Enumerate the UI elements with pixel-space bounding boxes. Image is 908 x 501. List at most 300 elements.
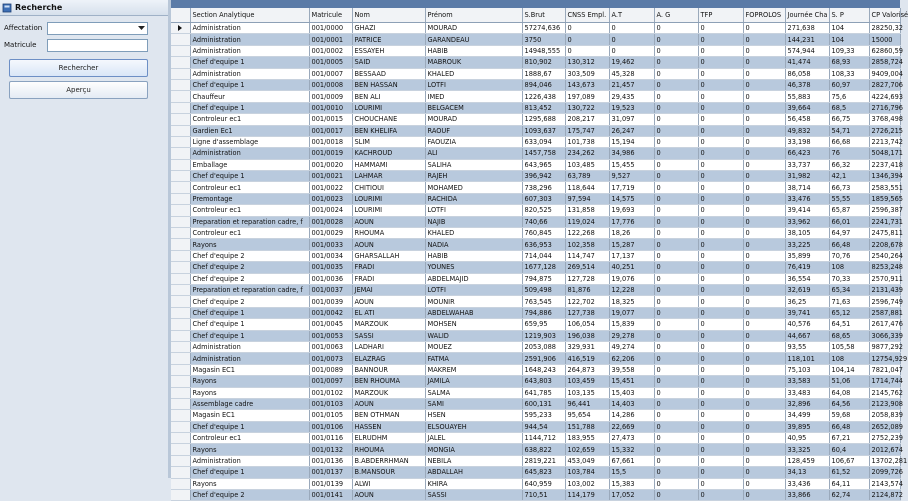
table-cell[interactable]: 0: [654, 467, 698, 478]
table-cell[interactable]: 51,06: [829, 376, 869, 387]
table-cell[interactable]: 001/0116: [309, 433, 352, 444]
table-cell[interactable]: 0: [698, 330, 743, 341]
table-cell[interactable]: 15,5: [609, 467, 654, 478]
table-cell[interactable]: 1219,903: [522, 330, 565, 341]
table-cell[interactable]: AOUN: [352, 239, 425, 250]
table-cell[interactable]: RAJEH: [425, 171, 522, 182]
row-indicator[interactable]: [171, 410, 190, 421]
table-row[interactable]: [171, 307, 900, 318]
table-cell[interactable]: BELGACEM: [425, 102, 522, 113]
table-cell[interactable]: 1295,688: [522, 114, 565, 125]
table-cell[interactable]: 31,982: [785, 171, 829, 182]
table-cell[interactable]: ELAZRAG: [352, 353, 425, 364]
table-cell[interactable]: 0: [698, 45, 743, 56]
row-indicator[interactable]: [171, 125, 190, 136]
table-cell[interactable]: RHOUMA: [352, 444, 425, 455]
table-cell[interactable]: 9409,004: [869, 68, 900, 79]
table-cell[interactable]: 1859,565: [869, 193, 900, 204]
table-cell[interactable]: 820,525: [522, 205, 565, 216]
table-cell[interactable]: 196,038: [565, 330, 609, 341]
table-cell[interactable]: 001/0089: [309, 364, 352, 375]
table-cell[interactable]: 66,423: [785, 148, 829, 159]
table-cell[interactable]: 34,986: [609, 148, 654, 159]
table-row[interactable]: [171, 91, 900, 102]
table-row[interactable]: [171, 284, 900, 295]
table-cell[interactable]: IMED: [425, 91, 522, 102]
table-cell[interactable]: 2099,726: [869, 467, 900, 478]
table-cell[interactable]: Administration: [190, 341, 309, 352]
table-cell[interactable]: 640,959: [522, 478, 565, 489]
row-indicator[interactable]: [171, 364, 190, 375]
table-cell[interactable]: 001/0020: [309, 159, 352, 170]
table-cell[interactable]: 0: [698, 23, 743, 34]
table-cell[interactable]: 17,719: [609, 182, 654, 193]
table-cell[interactable]: Chef d'equipe 1: [190, 102, 309, 113]
table-cell[interactable]: 0: [654, 182, 698, 193]
table-cell[interactable]: 40,576: [785, 319, 829, 330]
table-cell[interactable]: 68,65: [829, 330, 869, 341]
table-cell[interactable]: YOUNES: [425, 262, 522, 273]
table-cell[interactable]: 26,247: [609, 125, 654, 136]
table-cell[interactable]: 39,664: [785, 102, 829, 113]
table-cell[interactable]: 93,55: [785, 341, 829, 352]
table-cell[interactable]: 0: [654, 114, 698, 125]
table-cell[interactable]: 0: [654, 136, 698, 147]
row-indicator[interactable]: [171, 478, 190, 489]
table-cell[interactable]: Chef d'equipe 1: [190, 171, 309, 182]
table-cell[interactable]: Administration: [190, 68, 309, 79]
table-cell[interactable]: 0: [743, 171, 785, 182]
table-cell[interactable]: MARZOUK: [352, 319, 425, 330]
table-cell[interactable]: 0: [698, 182, 743, 193]
column-header[interactable]: Prénom: [425, 8, 522, 23]
table-cell[interactable]: Controleur ec1: [190, 182, 309, 193]
table-cell[interactable]: 19,462: [609, 57, 654, 68]
table-cell[interactable]: AOUN: [352, 398, 425, 409]
table-cell[interactable]: 813,452: [522, 102, 565, 113]
table-cell[interactable]: Rayons: [190, 239, 309, 250]
row-indicator[interactable]: [171, 171, 190, 182]
table-cell[interactable]: 641,785: [522, 387, 565, 398]
table-cell[interactable]: 33,737: [785, 159, 829, 170]
table-cell[interactable]: 39,741: [785, 307, 829, 318]
table-cell[interactable]: MAKREM: [425, 364, 522, 375]
table-cell[interactable]: 0: [654, 353, 698, 364]
table-cell[interactable]: 105,58: [829, 341, 869, 352]
table-cell[interactable]: 103,784: [565, 467, 609, 478]
table-cell[interactable]: 0: [609, 23, 654, 34]
table-cell[interactable]: 75,103: [785, 364, 829, 375]
table-cell[interactable]: JEMAI: [352, 284, 425, 295]
table-cell[interactable]: 0: [698, 57, 743, 68]
table-cell[interactable]: 12,228: [609, 284, 654, 295]
table-cell[interactable]: 001/0137: [309, 467, 352, 478]
table-row[interactable]: [171, 319, 900, 330]
table-cell[interactable]: 0: [698, 250, 743, 261]
table-cell[interactable]: 41,474: [785, 57, 829, 68]
table-cell[interactable]: 2124,872: [869, 490, 900, 501]
row-indicator[interactable]: [171, 182, 190, 193]
table-cell[interactable]: 001/0021: [309, 171, 352, 182]
table-cell[interactable]: 62,74: [829, 490, 869, 501]
table-cell[interactable]: 001/0039: [309, 296, 352, 307]
table-cell[interactable]: 509,498: [522, 284, 565, 295]
table-cell[interactable]: 1226,438: [522, 91, 565, 102]
table-cell[interactable]: HABIB: [425, 45, 522, 56]
table-cell[interactable]: 2123,908: [869, 398, 900, 409]
table-cell[interactable]: 264,873: [565, 364, 609, 375]
table-cell[interactable]: 33,325: [785, 444, 829, 455]
table-cell[interactable]: 607,303: [522, 193, 565, 204]
table-cell[interactable]: FAOUZIA: [425, 136, 522, 147]
table-cell[interactable]: 0: [743, 478, 785, 489]
table-cell[interactable]: 127,738: [565, 307, 609, 318]
table-cell[interactable]: 740,66: [522, 216, 565, 227]
table-row[interactable]: [171, 341, 900, 352]
table-cell[interactable]: 0: [654, 57, 698, 68]
table-cell[interactable]: 0: [609, 45, 654, 56]
table-cell[interactable]: 0: [743, 228, 785, 239]
table-cell[interactable]: 001/0034: [309, 250, 352, 261]
table-cell[interactable]: 0: [654, 45, 698, 56]
table-row[interactable]: [171, 23, 900, 34]
row-indicator[interactable]: [171, 250, 190, 261]
table-row[interactable]: [171, 467, 900, 478]
table-row[interactable]: [171, 159, 900, 170]
table-row[interactable]: [171, 125, 900, 136]
table-cell[interactable]: MABROUK: [425, 57, 522, 68]
row-indicator[interactable]: [171, 193, 190, 204]
table-cell[interactable]: 0: [654, 216, 698, 227]
table-cell[interactable]: 0: [743, 193, 785, 204]
table-cell[interactable]: Assemblage cadre: [190, 398, 309, 409]
table-cell[interactable]: 0: [743, 136, 785, 147]
table-cell[interactable]: Ligne d'assemblage: [190, 136, 309, 147]
table-cell[interactable]: 0: [654, 205, 698, 216]
table-cell[interactable]: Administration: [190, 45, 309, 56]
table-cell[interactable]: KHALED: [425, 228, 522, 239]
table-row[interactable]: [171, 410, 900, 421]
table-cell[interactable]: 0: [698, 262, 743, 273]
table-cell[interactable]: 33,436: [785, 478, 829, 489]
table-cell[interactable]: 14,286: [609, 410, 654, 421]
row-indicator[interactable]: [171, 57, 190, 68]
table-row[interactable]: [171, 421, 900, 432]
table-cell[interactable]: 106,054: [565, 319, 609, 330]
column-header[interactable]: Section Analytique: [190, 8, 309, 23]
table-cell[interactable]: 143,673: [565, 79, 609, 90]
table-cell[interactable]: 0: [743, 444, 785, 455]
table-cell[interactable]: 001/0017: [309, 125, 352, 136]
table-cell[interactable]: 001/0015: [309, 114, 352, 125]
table-cell[interactable]: Preparation et reparation cadre, f: [190, 216, 309, 227]
table-row[interactable]: [171, 364, 900, 375]
row-indicator[interactable]: [171, 239, 190, 250]
table-cell[interactable]: 103,485: [565, 159, 609, 170]
table-cell[interactable]: 2617,476: [869, 319, 900, 330]
table-row[interactable]: [171, 79, 900, 90]
table-row[interactable]: [171, 216, 900, 227]
row-indicator[interactable]: [171, 444, 190, 455]
table-cell[interactable]: 49,832: [785, 125, 829, 136]
table-cell[interactable]: 39,895: [785, 421, 829, 432]
column-header[interactable]: A.T: [609, 8, 654, 23]
table-cell[interactable]: 65,12: [829, 307, 869, 318]
table-cell[interactable]: BESSAAD: [352, 68, 425, 79]
table-cell[interactable]: 595,233: [522, 410, 565, 421]
table-cell[interactable]: 2716,796: [869, 102, 900, 113]
column-header[interactable]: CP Valorisé: [869, 8, 900, 23]
table-cell[interactable]: 643,803: [522, 376, 565, 387]
column-header[interactable]: Nom: [352, 8, 425, 23]
table-cell[interactable]: 0: [743, 182, 785, 193]
table-cell[interactable]: 453,049: [565, 455, 609, 466]
table-cell[interactable]: 0: [565, 23, 609, 34]
table-cell[interactable]: 86,058: [785, 68, 829, 79]
table-cell[interactable]: 15,332: [609, 444, 654, 455]
table-cell[interactable]: 234,262: [565, 148, 609, 159]
table-cell[interactable]: 34,499: [785, 410, 829, 421]
table-cell[interactable]: 0: [698, 239, 743, 250]
table-row[interactable]: [171, 273, 900, 284]
matricule-input[interactable]: [47, 39, 148, 52]
table-row[interactable]: [171, 193, 900, 204]
table-cell[interactable]: RACHIDA: [425, 193, 522, 204]
table-cell[interactable]: 0: [743, 216, 785, 227]
table-cell[interactable]: AOUN: [352, 490, 425, 501]
row-indicator[interactable]: [171, 91, 190, 102]
table-cell[interactable]: LADHARI: [352, 341, 425, 352]
table-cell[interactable]: 64,11: [829, 478, 869, 489]
table-cell[interactable]: 62,206: [609, 353, 654, 364]
table-cell[interactable]: ALI: [425, 148, 522, 159]
table-cell[interactable]: 001/0019: [309, 148, 352, 159]
table-cell[interactable]: MONGIA: [425, 444, 522, 455]
table-cell[interactable]: 63,789: [565, 171, 609, 182]
table-cell[interactable]: 1888,67: [522, 68, 565, 79]
table-cell[interactable]: 001/0036: [309, 273, 352, 284]
row-indicator[interactable]: [171, 398, 190, 409]
table-cell[interactable]: 2237,418: [869, 159, 900, 170]
table-cell[interactable]: 119,024: [565, 216, 609, 227]
table-cell[interactable]: 001/0106: [309, 421, 352, 432]
table-cell[interactable]: RHOUMA: [352, 228, 425, 239]
table-row[interactable]: [171, 262, 900, 273]
table-cell[interactable]: 0: [654, 148, 698, 159]
table-cell[interactable]: 001/0042: [309, 307, 352, 318]
table-cell[interactable]: 0: [654, 262, 698, 273]
table-cell[interactable]: 2475,811: [869, 228, 900, 239]
table-cell[interactable]: NEBILA: [425, 455, 522, 466]
table-cell[interactable]: 0: [698, 34, 743, 45]
table-cell[interactable]: 0: [743, 319, 785, 330]
table-cell[interactable]: 0: [743, 341, 785, 352]
table-cell[interactable]: 0: [743, 433, 785, 444]
table-cell[interactable]: 894,046: [522, 79, 565, 90]
table-cell[interactable]: 0: [654, 478, 698, 489]
table-cell[interactable]: 0: [654, 159, 698, 170]
table-cell[interactable]: 13702,281: [869, 455, 900, 466]
row-indicator[interactable]: [171, 296, 190, 307]
table-cell[interactable]: 0: [654, 341, 698, 352]
row-indicator[interactable]: [171, 23, 190, 34]
table-cell[interactable]: 574,944: [785, 45, 829, 56]
table-cell[interactable]: SASSI: [352, 330, 425, 341]
table-cell[interactable]: 14948,555: [522, 45, 565, 56]
table-cell[interactable]: 2570,911: [869, 273, 900, 284]
table-cell[interactable]: Chef d'equipe 2: [190, 296, 309, 307]
table-cell[interactable]: 71,63: [829, 296, 869, 307]
table-cell[interactable]: 760,845: [522, 228, 565, 239]
table-cell[interactable]: 633,094: [522, 136, 565, 147]
table-cell[interactable]: FRADI: [352, 273, 425, 284]
table-cell[interactable]: 0: [654, 296, 698, 307]
table-cell[interactable]: SALMA: [425, 387, 522, 398]
row-indicator[interactable]: [171, 136, 190, 147]
chevron-down-icon[interactable]: [136, 23, 147, 34]
table-cell[interactable]: SAMI: [425, 398, 522, 409]
table-cell[interactable]: 2819,221: [522, 455, 565, 466]
table-cell[interactable]: 2858,724: [869, 57, 900, 68]
table-cell[interactable]: 645,823: [522, 467, 565, 478]
table-cell[interactable]: 2012,674: [869, 444, 900, 455]
table-cell[interactable]: 64,08: [829, 387, 869, 398]
table-row[interactable]: [171, 478, 900, 489]
table-cell[interactable]: 103,002: [565, 478, 609, 489]
table-cell[interactable]: 1457,758: [522, 148, 565, 159]
table-cell[interactable]: 2131,439: [869, 284, 900, 295]
table-row[interactable]: [171, 136, 900, 147]
table-cell[interactable]: 0: [743, 307, 785, 318]
table-cell[interactable]: 0: [698, 296, 743, 307]
table-cell[interactable]: 0: [698, 421, 743, 432]
table-cell[interactable]: 33,198: [785, 136, 829, 147]
table-cell[interactable]: 269,514: [565, 262, 609, 273]
table-cell[interactable]: EL ATI: [352, 307, 425, 318]
table-cell[interactable]: 61,52: [829, 467, 869, 478]
table-cell[interactable]: GHAZI: [352, 23, 425, 34]
table-cell[interactable]: KHIRA: [425, 478, 522, 489]
table-cell[interactable]: MOHSEN: [425, 319, 522, 330]
affectation-select[interactable]: [47, 22, 148, 35]
table-cell[interactable]: 0: [698, 376, 743, 387]
table-cell[interactable]: 0: [654, 330, 698, 341]
table-cell[interactable]: 197,089: [565, 91, 609, 102]
table-cell[interactable]: 45,328: [609, 68, 654, 79]
table-cell[interactable]: 001/0053: [309, 330, 352, 341]
table-cell[interactable]: Administration: [190, 34, 309, 45]
table-cell[interactable]: LOURIMI: [352, 193, 425, 204]
table-cell[interactable]: BEN OTHMAN: [352, 410, 425, 421]
table-row[interactable]: [171, 444, 900, 455]
table-cell[interactable]: 18,26: [609, 228, 654, 239]
table-cell[interactable]: 66,48: [829, 421, 869, 432]
table-cell[interactable]: 70,76: [829, 250, 869, 261]
table-cell[interactable]: 33,866: [785, 490, 829, 501]
table-cell[interactable]: 2058,839: [869, 410, 900, 421]
table-cell[interactable]: Controleur ec1: [190, 205, 309, 216]
table-cell[interactable]: 35,899: [785, 250, 829, 261]
table-cell[interactable]: GHARSALLAH: [352, 250, 425, 261]
row-indicator[interactable]: [171, 148, 190, 159]
table-cell[interactable]: Administration: [190, 353, 309, 364]
table-cell[interactable]: 001/0073: [309, 353, 352, 364]
table-cell[interactable]: 122,702: [565, 296, 609, 307]
table-cell[interactable]: 49,274: [609, 341, 654, 352]
table-cell[interactable]: 104,14: [829, 364, 869, 375]
table-cell[interactable]: Chef d'equipe 1: [190, 79, 309, 90]
table-cell[interactable]: MOURAD: [425, 114, 522, 125]
table-cell[interactable]: 638,822: [522, 444, 565, 455]
table-cell[interactable]: 0: [743, 79, 785, 90]
table-cell[interactable]: 0: [743, 239, 785, 250]
table-row[interactable]: [171, 102, 900, 113]
table-cell[interactable]: 54,71: [829, 125, 869, 136]
table-cell[interactable]: 0: [743, 205, 785, 216]
table-cell[interactable]: 33,483: [785, 387, 829, 398]
column-header[interactable]: A. G: [654, 8, 698, 23]
table-cell[interactable]: Rayons: [190, 478, 309, 489]
table-cell[interactable]: Chef d'equipe 1: [190, 330, 309, 341]
table-cell[interactable]: 0: [698, 387, 743, 398]
preview-button[interactable]: [9, 81, 148, 99]
table-cell[interactable]: 15,383: [609, 478, 654, 489]
table-cell[interactable]: Chef d'equipe 2: [190, 250, 309, 261]
table-cell[interactable]: 2652,089: [869, 421, 900, 432]
table-cell[interactable]: 66,68: [829, 136, 869, 147]
table-cell[interactable]: Administration: [190, 455, 309, 466]
table-cell[interactable]: 2591,906: [522, 353, 565, 364]
table-cell[interactable]: 19,077: [609, 307, 654, 318]
table-cell[interactable]: 60,97: [829, 79, 869, 90]
table-cell[interactable]: 106,67: [829, 455, 869, 466]
table-cell[interactable]: 0: [743, 45, 785, 56]
table-cell[interactable]: 65,34: [829, 284, 869, 295]
table-row[interactable]: [171, 296, 900, 307]
table-cell[interactable]: 3066,339: [869, 330, 900, 341]
table-row[interactable]: [171, 455, 900, 466]
table-cell[interactable]: 714,044: [522, 250, 565, 261]
table-cell[interactable]: 19,693: [609, 205, 654, 216]
table-cell[interactable]: 001/0063: [309, 341, 352, 352]
table-cell[interactable]: 0: [743, 102, 785, 113]
table-cell[interactable]: 95,654: [565, 410, 609, 421]
table-cell[interactable]: 271,638: [785, 23, 829, 34]
table-cell[interactable]: B.MANSOUR: [352, 467, 425, 478]
row-indicator[interactable]: [171, 353, 190, 364]
table-cell[interactable]: 19,076: [609, 273, 654, 284]
table-cell[interactable]: 130,722: [565, 102, 609, 113]
table-cell[interactable]: 0: [654, 34, 698, 45]
table-cell[interactable]: 0: [654, 421, 698, 432]
table-cell[interactable]: 0: [743, 364, 785, 375]
table-cell[interactable]: 67,661: [609, 455, 654, 466]
table-cell[interactable]: 64,51: [829, 319, 869, 330]
table-cell[interactable]: 38,105: [785, 228, 829, 239]
table-cell[interactable]: Premontage: [190, 193, 309, 204]
table-cell[interactable]: 75,6: [829, 91, 869, 102]
table-cell[interactable]: 0: [743, 387, 785, 398]
table-cell[interactable]: 0: [698, 228, 743, 239]
table-cell[interactable]: 0: [743, 376, 785, 387]
table-cell[interactable]: 0: [743, 250, 785, 261]
row-indicator[interactable]: [171, 319, 190, 330]
table-cell[interactable]: FRADI: [352, 262, 425, 273]
table-cell[interactable]: 59,68: [829, 410, 869, 421]
table-cell[interactable]: 0: [654, 193, 698, 204]
table-cell[interactable]: 0: [654, 455, 698, 466]
table-cell[interactable]: 2143,574: [869, 478, 900, 489]
